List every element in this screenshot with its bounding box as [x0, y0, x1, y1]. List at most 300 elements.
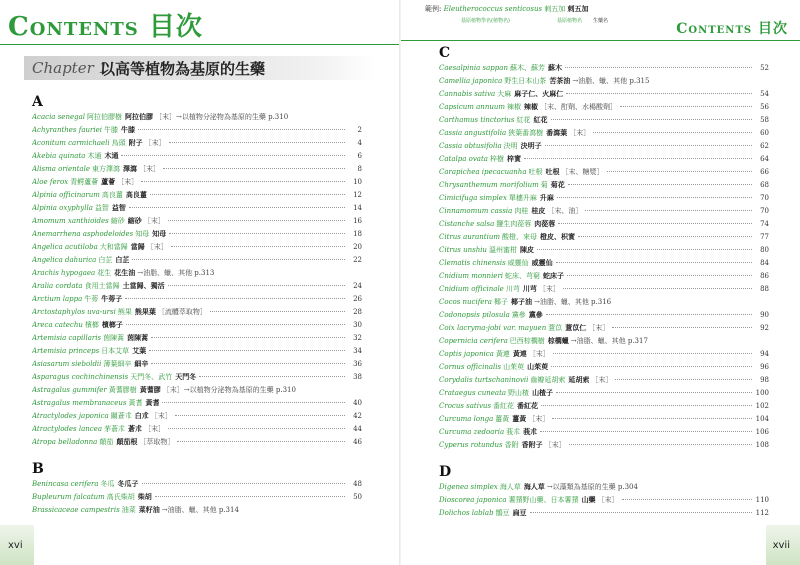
entry-note: ［末］→以植物分泌物為基原的生藥 p.310	[162, 386, 296, 394]
plant-name: 大和當歸	[99, 243, 128, 251]
entry-note: ［末］	[544, 441, 566, 449]
entry-note: ［末、酊劑、水楊酸劑］	[539, 103, 617, 111]
dot-leader	[620, 106, 752, 107]
scientific-name: Carapichea ipecacuanha	[439, 168, 527, 176]
toc-entry[interactable]	[32, 478, 362, 491]
page-ref: 96	[760, 363, 769, 371]
toc-entry[interactable]	[32, 228, 362, 241]
plant-name: 薏苡	[548, 324, 563, 332]
page-ref: 54	[760, 90, 769, 98]
section-letter: D	[439, 464, 452, 480]
page-ref: 2	[357, 126, 362, 134]
drug-name: 辣椒	[523, 103, 538, 111]
plant-name: 日本艾草	[101, 347, 130, 355]
plant-name: 烏頭	[111, 139, 126, 147]
drug-name: 山藥	[581, 496, 596, 504]
dot-leader	[593, 132, 752, 133]
plant-name: 吐根	[528, 168, 543, 176]
dot-leader	[553, 353, 752, 354]
page-ref: 110	[755, 496, 769, 504]
entry-note: ［末］	[569, 129, 591, 137]
scientific-name: Cinnamomum cassia	[439, 207, 513, 215]
toc-entry[interactable]	[439, 75, 769, 88]
scientific-name: Astragalus gummifer	[32, 386, 107, 394]
legend	[425, 4, 589, 14]
plant-name: 茅蒼朮	[104, 425, 126, 433]
plant-name: 鵲豆	[495, 509, 510, 517]
scientific-name: Arctium lappa	[32, 295, 83, 303]
contents-title: Contents 目次	[676, 21, 788, 37]
plant-name: 蛇床、芎窮	[505, 272, 541, 280]
plant-name: 香附	[504, 441, 519, 449]
scientific-name: Atropa belladonna	[32, 438, 98, 446]
plant-name: 食用土當歸	[84, 282, 120, 290]
toc-entry[interactable]	[32, 436, 362, 449]
dot-leader	[558, 223, 752, 224]
drug-name: 海人草	[523, 483, 545, 491]
toc-entry[interactable]	[32, 267, 362, 280]
dot-leader	[171, 246, 345, 247]
dot-leader	[163, 168, 345, 169]
toc-entry[interactable]	[439, 387, 769, 400]
plant-name: 山茱萸	[503, 363, 525, 371]
scientific-name: Cocos nucifera	[439, 298, 492, 306]
right-page	[401, 0, 800, 565]
toc-entry[interactable]	[32, 189, 362, 202]
toc-entry[interactable]	[439, 348, 769, 361]
scientific-name: Achyranthes fauriei	[32, 126, 102, 134]
scientific-name: Citrus unshiu	[439, 246, 487, 254]
dot-leader	[578, 236, 752, 237]
legend-sub-drug: 生藥名	[593, 18, 609, 24]
scientific-name: Crataegus cuneata	[439, 389, 507, 397]
plant-name: 溫州蜜柑	[488, 246, 517, 254]
drug-name: 牛蒡子	[101, 295, 123, 303]
plant-name: 牛膝	[104, 126, 118, 134]
drug-name: 椰子油	[510, 298, 532, 306]
dot-leader	[565, 67, 752, 68]
page-ref: 112	[755, 509, 769, 517]
toc-entry[interactable]	[439, 481, 769, 494]
drug-name: 知母	[152, 230, 167, 238]
drug-name: 苦茶油	[549, 77, 571, 85]
entry-note: →油脂、蠟、其他 p.316	[533, 298, 612, 306]
drug-name: 蒼朮	[128, 425, 143, 433]
scientific-name: Atractylodes lancea	[32, 425, 103, 433]
entry-note: ［末］	[528, 350, 550, 358]
toc-entry[interactable]	[439, 114, 769, 127]
dot-leader	[551, 366, 752, 367]
toc-entry[interactable]	[439, 179, 769, 192]
drug-name: 延胡索	[568, 376, 590, 384]
page-ref: 90	[760, 311, 769, 319]
toc-entry[interactable]	[32, 176, 362, 189]
dot-leader	[612, 327, 752, 328]
page-ref: 32	[353, 334, 362, 342]
scientific-name: Anemarrhena asphodeloides	[32, 230, 134, 238]
dot-leader	[126, 324, 345, 325]
drug-name: 香附子	[521, 441, 543, 449]
plant-name: 薑黃	[495, 415, 510, 423]
title-rule	[0, 44, 399, 45]
toc-entry[interactable]	[32, 371, 362, 384]
scientific-name: Brassicaceae campestris	[32, 506, 120, 514]
scientific-name: Dolichos lablab	[439, 509, 494, 517]
plant-name: 狹葉番瀉樹	[508, 129, 544, 137]
dot-leader	[162, 402, 345, 403]
scientific-name: Aconitum carmichaeli	[32, 139, 110, 147]
toc-entry[interactable]	[32, 345, 362, 358]
page-ref: 30	[353, 321, 362, 329]
scientific-name: Cassia angustifolia	[439, 129, 507, 137]
plant-name: 海人草	[499, 483, 521, 491]
toc-entry[interactable]	[439, 218, 769, 231]
scientific-name: Curcuma longa	[439, 415, 494, 423]
scientific-name: Codonopsis pilosula	[439, 311, 510, 319]
page-ref: 56	[760, 103, 769, 111]
legend-plant-name: 刺五加	[544, 5, 566, 13]
toc-entry[interactable]	[439, 88, 769, 101]
drug-name: 白朮	[134, 412, 149, 420]
drug-name: 木通	[104, 152, 119, 160]
toc-column-left	[32, 92, 362, 517]
drug-name: 黨參	[528, 311, 543, 319]
page-ref: 86	[760, 272, 769, 280]
dot-leader	[169, 233, 345, 234]
toc-entry[interactable]	[32, 358, 362, 371]
toc-entry[interactable]	[439, 413, 769, 426]
entry-note: ［末］	[597, 496, 619, 504]
toc-entry[interactable]	[32, 423, 362, 436]
scientific-name: Arctostaphylos uva-ursi	[32, 308, 116, 316]
chapter-label: Chapter 1	[32, 59, 109, 77]
dot-leader	[545, 145, 752, 146]
entry-note: →以藻類為基原的生藥 p.304	[546, 483, 638, 491]
scientific-name: Asiasarum sieboldii	[32, 360, 102, 368]
toc-entry[interactable]	[32, 150, 362, 163]
toc-entry[interactable]	[439, 296, 769, 309]
dot-leader	[556, 262, 752, 263]
plant-name: 關蒼朮	[110, 412, 132, 420]
plant-name: 莪朮	[506, 428, 521, 436]
contents-title: Contents 目次	[8, 12, 203, 42]
plant-name: 巴西棕櫚樹	[509, 337, 545, 345]
drug-name: 麻子仁、火麻仁	[514, 90, 564, 98]
toc-entry[interactable]	[439, 361, 769, 374]
plant-name: 高良薑	[101, 191, 123, 199]
entry-note: ［萃取物］	[139, 438, 175, 446]
drug-name: 薏苡仁	[565, 324, 587, 332]
dot-leader	[524, 158, 752, 159]
scientific-name: Alpinia oxyphylla	[32, 204, 93, 212]
plant-name: 黃耆	[128, 399, 143, 407]
scientific-name: Alisma orientale	[32, 165, 90, 173]
drug-name: 山楂子	[532, 389, 554, 397]
toc-entry[interactable]	[32, 124, 362, 137]
dot-leader	[175, 415, 345, 416]
toc-entry[interactable]	[32, 163, 362, 176]
plant-name: 野山楂	[508, 389, 530, 397]
plant-name: 酸橙、來母	[502, 233, 537, 241]
drug-name: 黃連	[512, 350, 527, 358]
page-ref: 108	[755, 441, 769, 449]
entry-note: ［流體萃取物］	[157, 308, 207, 316]
scientific-name: Angelica acutiloba	[32, 243, 98, 251]
dot-leader	[607, 171, 753, 172]
chapter-header	[24, 56, 374, 80]
dot-leader	[168, 428, 345, 429]
drug-name: 莪朮	[523, 428, 538, 436]
dot-leader	[121, 155, 345, 156]
dot-leader	[150, 194, 345, 195]
scientific-name: Cannabis sativa	[439, 90, 496, 98]
drug-name: 縮砂	[127, 217, 142, 225]
plant-name: 東方澤瀉	[91, 165, 120, 173]
page-ref: 106	[755, 428, 769, 436]
toc-entry[interactable]	[439, 231, 769, 244]
scientific-name: Artemisia capillaris	[32, 334, 102, 342]
toc-entry[interactable]	[32, 397, 362, 410]
toc-entry[interactable]	[439, 335, 769, 348]
drug-name: 益智	[111, 204, 126, 212]
scientific-name: Cyperus rotundus	[439, 441, 503, 449]
page-ref: 94	[760, 350, 769, 358]
toc-entry[interactable]	[439, 322, 769, 335]
toc-entry[interactable]	[32, 137, 362, 150]
page-ref: 14	[353, 204, 362, 212]
page-ref: 28	[353, 308, 362, 316]
drug-name: 牛膝	[121, 126, 135, 134]
toc-entry[interactable]	[32, 504, 362, 517]
toc-entry[interactable]	[32, 202, 362, 215]
page-ref: 12	[353, 191, 362, 199]
dot-leader	[557, 197, 752, 198]
drug-name: 川芎	[522, 285, 537, 293]
dot-leader	[541, 405, 752, 406]
plant-name: 肉桂	[514, 207, 529, 215]
legend-sci-name: Eleutherococcus senticosus	[443, 5, 543, 13]
page-ref: 44	[353, 425, 362, 433]
drug-name: 番瀉葉	[546, 129, 568, 137]
toc-entry[interactable]	[439, 374, 769, 387]
toc-entry[interactable]	[32, 491, 362, 504]
plant-name: 決明	[503, 142, 518, 150]
plant-name: 紅花	[516, 116, 531, 124]
toc-entry[interactable]	[439, 62, 769, 75]
scientific-name: Aloe ferox	[32, 178, 69, 186]
page-ref: 50	[353, 493, 362, 501]
toc-entry[interactable]	[439, 140, 769, 153]
toc-entry[interactable]	[439, 494, 769, 507]
scientific-name: Artemisia princeps	[32, 347, 100, 355]
page-ref: 88	[760, 285, 769, 293]
toc-entry[interactable]	[439, 166, 769, 179]
toc-entry[interactable]	[32, 254, 362, 267]
page-ref: 40	[353, 399, 362, 407]
toc-entry[interactable]	[32, 280, 362, 293]
page-ref: 42	[353, 412, 362, 420]
drug-name: 肉蓯蓉	[534, 220, 556, 228]
plant-name: 辣椒	[506, 103, 521, 111]
scientific-name: Cistanche salsa	[439, 220, 495, 228]
drug-name: 細辛	[134, 360, 149, 368]
scientific-name: Cornus officinalis	[439, 363, 502, 371]
page-ref: 80	[760, 246, 769, 254]
drug-name: 白芷	[115, 256, 130, 264]
page-ref: 70	[760, 194, 769, 202]
page-ref: 60	[760, 129, 769, 137]
dot-leader	[537, 249, 752, 250]
toc-entry[interactable]	[439, 127, 769, 140]
scientific-name: Coptis japonica	[439, 350, 494, 358]
drug-name: 橙皮、枳實	[540, 233, 575, 241]
dot-leader	[177, 441, 345, 442]
entry-note: ［末］	[538, 285, 560, 293]
drug-name: 當歸	[130, 243, 145, 251]
dot-leader	[552, 418, 752, 419]
page-ref: 64	[760, 155, 769, 163]
scientific-name: Camellia japonica	[439, 77, 503, 85]
toc-entry[interactable]	[439, 309, 769, 322]
toc-entry[interactable]	[439, 270, 769, 283]
page-ref: 24	[353, 282, 362, 290]
page-ref: 36	[353, 360, 362, 368]
plant-name: 阿拉伯膠樹	[87, 113, 122, 121]
plant-name: 茵陳蒿	[103, 334, 125, 342]
drug-name: 黃耆	[145, 399, 160, 407]
scientific-name: Angelica dahurica	[32, 256, 97, 264]
toc-entry[interactable]	[439, 400, 769, 413]
dot-leader	[132, 259, 345, 260]
toc-entry[interactable]	[439, 192, 769, 205]
dot-leader	[168, 220, 345, 221]
page-ref: 68	[760, 181, 769, 189]
page-ref: 62	[760, 142, 769, 150]
dot-leader	[566, 93, 752, 94]
toc-entry[interactable]	[439, 507, 769, 520]
entry-note: →油脂、蠟、其他 p.313	[137, 269, 215, 277]
scientific-name: Asparagus cochinchinensis	[32, 373, 129, 381]
dot-leader	[569, 444, 752, 445]
entry-note: ［末］	[528, 415, 550, 423]
dot-leader	[168, 285, 345, 286]
scientific-name: Cnidium monnieri	[439, 272, 504, 280]
legend-label: 範例:	[425, 5, 442, 13]
toc-entry[interactable]	[32, 241, 362, 254]
dot-leader	[622, 499, 752, 500]
plant-name: 白芷	[98, 256, 113, 264]
toc-entry[interactable]	[439, 426, 769, 439]
entry-note: →油脂、蠟、其他 p.317	[570, 337, 648, 345]
scientific-name: Caesalpinia sappan	[439, 64, 508, 72]
page-ref: 6	[357, 152, 362, 160]
toc-entry[interactable]	[32, 215, 362, 228]
page-ref: 104	[755, 415, 769, 423]
drug-name: 附子	[128, 139, 143, 147]
dot-leader	[585, 210, 752, 211]
toc-entry[interactable]	[32, 410, 362, 423]
plant-name: 蘇木、蘇芳	[509, 64, 545, 72]
toc-entry[interactable]	[32, 319, 362, 332]
page-ref: 26	[353, 295, 362, 303]
toc-entry[interactable]	[439, 244, 769, 257]
drug-name: 高良薑	[125, 191, 147, 199]
dot-leader	[556, 392, 752, 393]
drug-name: 薑黃	[512, 415, 527, 423]
scientific-name: Copernicia cerifera	[439, 337, 508, 345]
dot-leader	[149, 350, 345, 351]
drug-name: 蛇床子	[543, 272, 565, 280]
toc-entry[interactable]	[32, 111, 362, 124]
legend-sub-sci: 基原植物學名(植物名)	[461, 18, 510, 24]
entry-note: ［末］	[144, 425, 166, 433]
left-page	[0, 0, 399, 565]
scientific-name: Bupleurum falcatum	[32, 493, 105, 501]
page-ref: 98	[760, 376, 769, 384]
toc-entry[interactable]	[439, 153, 769, 166]
drug-name: 顛茄根	[116, 438, 138, 446]
drug-name: 番紅花	[517, 402, 539, 410]
toc-entry[interactable]	[439, 101, 769, 114]
entry-note: →油脂、蠟、其他 p.314	[161, 506, 239, 514]
drug-name: 花生油	[114, 269, 136, 277]
dot-leader	[138, 129, 345, 130]
dot-leader	[141, 181, 345, 182]
plant-name: 薄葉細辛	[103, 360, 132, 368]
toc-entry[interactable]	[32, 332, 362, 345]
toc-entry[interactable]	[439, 257, 769, 270]
plant-name: 熊果	[117, 308, 132, 316]
entry-note: ［末］	[588, 324, 610, 332]
plant-name: 顛茄	[99, 438, 114, 446]
toc-entry[interactable]	[439, 283, 769, 296]
entry-note: ［末］	[138, 165, 160, 173]
page-ref: 102	[755, 402, 769, 410]
page-ref: 66	[760, 168, 769, 176]
plant-name: 天門冬、武竹	[130, 373, 173, 381]
toc-entry[interactable]	[32, 293, 362, 306]
plant-name: 冬瓜	[100, 480, 115, 488]
plant-name: 梓樹	[489, 155, 504, 163]
page-ref: 52	[760, 64, 769, 72]
drug-name: 山茱萸	[527, 363, 549, 371]
dot-leader	[169, 142, 345, 143]
toc-entry[interactable]	[439, 439, 769, 452]
drug-name: 菊花	[550, 181, 565, 189]
toc-entry[interactable]	[32, 384, 362, 397]
plant-name: 黃連	[495, 350, 510, 358]
page-number: xvii	[772, 540, 790, 551]
drug-name: 威靈仙	[531, 259, 553, 267]
plant-name: 大麻	[497, 90, 512, 98]
scientific-name: Cassia obtusifolia	[439, 142, 502, 150]
page-ref: 58	[760, 116, 769, 124]
scientific-name: Clematis chinensis	[439, 259, 506, 267]
plant-name: 威靈仙	[507, 259, 529, 267]
scientific-name: Capsicum annuum	[439, 103, 505, 111]
scientific-name: Crocus sativus	[439, 402, 492, 410]
toc-entry[interactable]	[439, 205, 769, 218]
entry-note: ［末］	[150, 412, 172, 420]
drug-name: 吐根	[545, 168, 560, 176]
page-ref: 84	[760, 259, 769, 267]
toc-column-right	[439, 43, 769, 520]
plant-name: 知母	[135, 230, 150, 238]
section-letter: C	[439, 45, 451, 61]
toc-entry[interactable]	[32, 306, 362, 319]
scientific-name: Atractylodes japonica	[32, 412, 109, 420]
dot-leader	[568, 184, 752, 185]
